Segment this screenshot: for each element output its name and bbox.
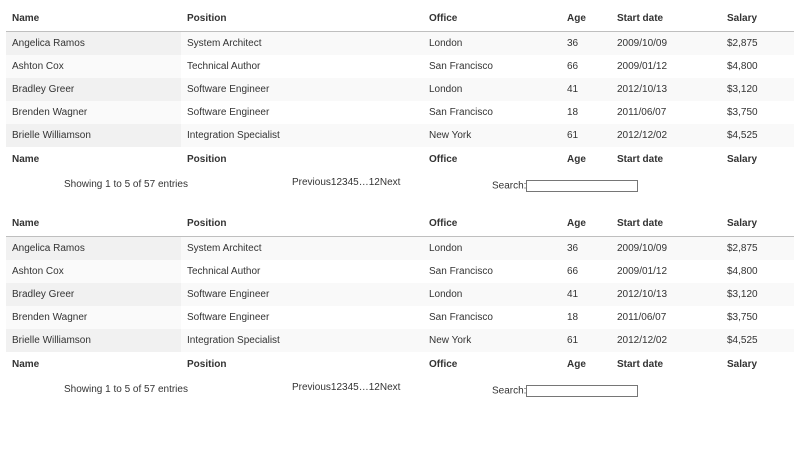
datatable-wrapper-1 bbox=[6, 6, 794, 200]
column-footer-position: Position bbox=[187, 154, 227, 165]
cell-age: 41 bbox=[561, 78, 611, 101]
data-table bbox=[6, 211, 794, 377]
cell-position: Software Engineer bbox=[181, 283, 423, 306]
cell-name: Brenden Wagner bbox=[6, 306, 181, 329]
data-table bbox=[6, 6, 794, 172]
table-row bbox=[6, 329, 794, 352]
table-row bbox=[6, 101, 794, 124]
pagination-page-last[interactable]: 12 bbox=[368, 382, 380, 393]
cell-age: 36 bbox=[561, 32, 611, 56]
pagination-ellipsis: … bbox=[358, 177, 369, 188]
pagination bbox=[292, 177, 400, 188]
cell-start-date: 2009/01/12 bbox=[617, 266, 668, 277]
cell-start-date: 2012/10/13 bbox=[611, 283, 721, 306]
table-row bbox=[6, 124, 794, 147]
cell-age: 18 bbox=[567, 107, 579, 118]
column-footer-age: Age bbox=[567, 154, 586, 165]
cell-name: Ashton Cox bbox=[6, 260, 181, 283]
cell-position: Software Engineer bbox=[181, 78, 423, 101]
cell-salary: $2,875 bbox=[721, 237, 794, 261]
table-row bbox=[6, 78, 794, 101]
cell-office: London bbox=[423, 78, 561, 101]
cell-age: 18 bbox=[567, 312, 579, 323]
cell-start-date: 2012/12/02 bbox=[611, 124, 721, 147]
table-row bbox=[6, 306, 794, 329]
search-input[interactable] bbox=[526, 180, 638, 192]
cell-age: 66 bbox=[567, 266, 579, 277]
column-header-name[interactable]: Name bbox=[6, 211, 181, 237]
pagination-next[interactable]: Next bbox=[379, 177, 401, 188]
cell-start-date: 2009/01/12 bbox=[617, 61, 668, 72]
cell-name: Ashton Cox bbox=[6, 55, 181, 78]
pagination-page-2[interactable]: 2 bbox=[336, 382, 343, 393]
cell-age: 36 bbox=[561, 237, 611, 261]
cell-age: 66 bbox=[567, 61, 579, 72]
cell-office: London bbox=[423, 237, 561, 261]
column-footer-name: Name bbox=[12, 154, 40, 165]
column-header-age[interactable]: Age bbox=[561, 211, 611, 237]
cell-office: New York bbox=[423, 329, 561, 352]
cell-name: Angelica Ramos bbox=[6, 237, 181, 261]
cell-office: London bbox=[423, 32, 561, 56]
cell-name: Brielle Williamson bbox=[6, 124, 181, 147]
pagination-page-3[interactable]: 3 bbox=[342, 382, 348, 393]
entries-info: Showing 1 to 5 of 57 entries bbox=[64, 384, 188, 395]
entries-info: Showing 1 to 5 of 57 entries bbox=[64, 179, 188, 190]
pagination-page-1[interactable]: 1 bbox=[330, 382, 337, 393]
footer-row bbox=[6, 352, 794, 377]
cell-position: Integration Specialist bbox=[181, 124, 423, 147]
pagination-page-4[interactable]: 4 bbox=[347, 382, 354, 393]
column-footer-salary: Salary bbox=[727, 359, 758, 370]
header-row bbox=[6, 6, 794, 32]
column-header-salary[interactable]: Salary bbox=[721, 6, 794, 32]
search-input[interactable] bbox=[526, 385, 638, 397]
column-header-salary[interactable]: Salary bbox=[721, 211, 794, 237]
cell-salary: $4,525 bbox=[721, 124, 794, 147]
pagination-previous[interactable]: Previous bbox=[292, 177, 331, 188]
cell-start-date: 2009/10/09 bbox=[611, 32, 721, 56]
datatable-wrapper-2 bbox=[6, 211, 794, 405]
cell-salary: $4,800 bbox=[727, 61, 758, 72]
column-footer-name: Name bbox=[12, 359, 40, 370]
cell-name: Bradley Greer bbox=[6, 283, 181, 306]
cell-office: San Francisco bbox=[429, 61, 493, 72]
pagination-page-last[interactable]: 12 bbox=[368, 177, 380, 188]
cell-position: Technical Author bbox=[187, 266, 261, 277]
column-footer-age: Age bbox=[567, 359, 586, 370]
cell-start-date: 2009/10/09 bbox=[611, 237, 721, 261]
column-header-office[interactable]: Office bbox=[423, 211, 561, 237]
column-header-position[interactable]: Position bbox=[181, 6, 423, 32]
cell-salary: $3,750 bbox=[727, 312, 758, 323]
cell-name: Bradley Greer bbox=[6, 78, 181, 101]
search-label: Search: bbox=[492, 385, 527, 397]
pagination-ellipsis: … bbox=[358, 382, 369, 393]
pagination-page-5[interactable]: 5 bbox=[353, 382, 359, 393]
pagination-previous[interactable]: Previous bbox=[292, 382, 331, 393]
column-footer-position: Position bbox=[187, 359, 227, 370]
cell-office: London bbox=[423, 283, 561, 306]
cell-salary: $2,875 bbox=[721, 32, 794, 56]
cell-start-date: 2012/12/02 bbox=[611, 329, 721, 352]
cell-name: Angelica Ramos bbox=[6, 32, 181, 56]
pagination-page-4[interactable]: 4 bbox=[347, 177, 354, 188]
search-box bbox=[492, 180, 638, 192]
table-controls bbox=[6, 377, 794, 405]
table-row bbox=[6, 283, 794, 306]
pagination-page-2[interactable]: 2 bbox=[336, 177, 343, 188]
pagination-next[interactable]: Next bbox=[379, 382, 401, 393]
cell-start-date: 2011/06/07 bbox=[617, 107, 667, 118]
pagination-page-3[interactable]: 3 bbox=[342, 177, 348, 188]
column-footer-start-date: Start date bbox=[617, 359, 664, 370]
cell-start-date: 2011/06/07 bbox=[617, 312, 667, 323]
column-header-position[interactable]: Position bbox=[181, 211, 423, 237]
column-header-start-date[interactable]: Start date bbox=[611, 6, 721, 32]
cell-position: Software Engineer bbox=[187, 312, 270, 323]
column-footer-office: Office bbox=[429, 154, 458, 165]
cell-age: 61 bbox=[561, 124, 611, 147]
cell-salary: $4,800 bbox=[727, 266, 758, 277]
pagination-page-1[interactable]: 1 bbox=[330, 177, 337, 188]
column-header-office[interactable]: Office bbox=[423, 6, 561, 32]
table-row bbox=[6, 55, 794, 78]
search-label: Search: bbox=[492, 180, 527, 192]
cell-salary: $3,120 bbox=[721, 78, 794, 101]
cell-age: 41 bbox=[561, 283, 611, 306]
table-controls bbox=[6, 172, 794, 200]
cell-office: San Francisco bbox=[429, 266, 493, 277]
cell-salary: $3,120 bbox=[721, 283, 794, 306]
column-header-start-date[interactable]: Start date bbox=[611, 211, 721, 237]
cell-salary: $3,750 bbox=[727, 107, 758, 118]
table-row bbox=[6, 260, 794, 283]
cell-name: Brielle Williamson bbox=[6, 329, 181, 352]
cell-office: New York bbox=[423, 124, 561, 147]
column-header-age[interactable]: Age bbox=[561, 6, 611, 32]
cell-office: San Francisco bbox=[429, 312, 493, 323]
search-box bbox=[492, 385, 638, 397]
column-header-name[interactable]: Name bbox=[6, 6, 181, 32]
cell-position: System Architect bbox=[181, 237, 423, 261]
cell-name: Brenden Wagner bbox=[6, 101, 181, 124]
pagination-page-5[interactable]: 5 bbox=[353, 177, 359, 188]
header-row bbox=[6, 211, 794, 237]
cell-salary: $4,525 bbox=[721, 329, 794, 352]
column-footer-salary: Salary bbox=[727, 154, 758, 165]
pagination bbox=[292, 382, 400, 393]
cell-position: System Architect bbox=[181, 32, 423, 56]
cell-age: 61 bbox=[561, 329, 611, 352]
cell-position: Technical Author bbox=[187, 61, 261, 72]
footer-row bbox=[6, 147, 794, 172]
column-footer-start-date: Start date bbox=[617, 154, 664, 165]
table-row bbox=[6, 237, 794, 261]
table-row bbox=[6, 32, 794, 56]
cell-position: Software Engineer bbox=[187, 107, 270, 118]
cell-office: San Francisco bbox=[429, 107, 493, 118]
column-footer-office: Office bbox=[429, 359, 458, 370]
cell-position: Integration Specialist bbox=[181, 329, 423, 352]
cell-start-date: 2012/10/13 bbox=[611, 78, 721, 101]
